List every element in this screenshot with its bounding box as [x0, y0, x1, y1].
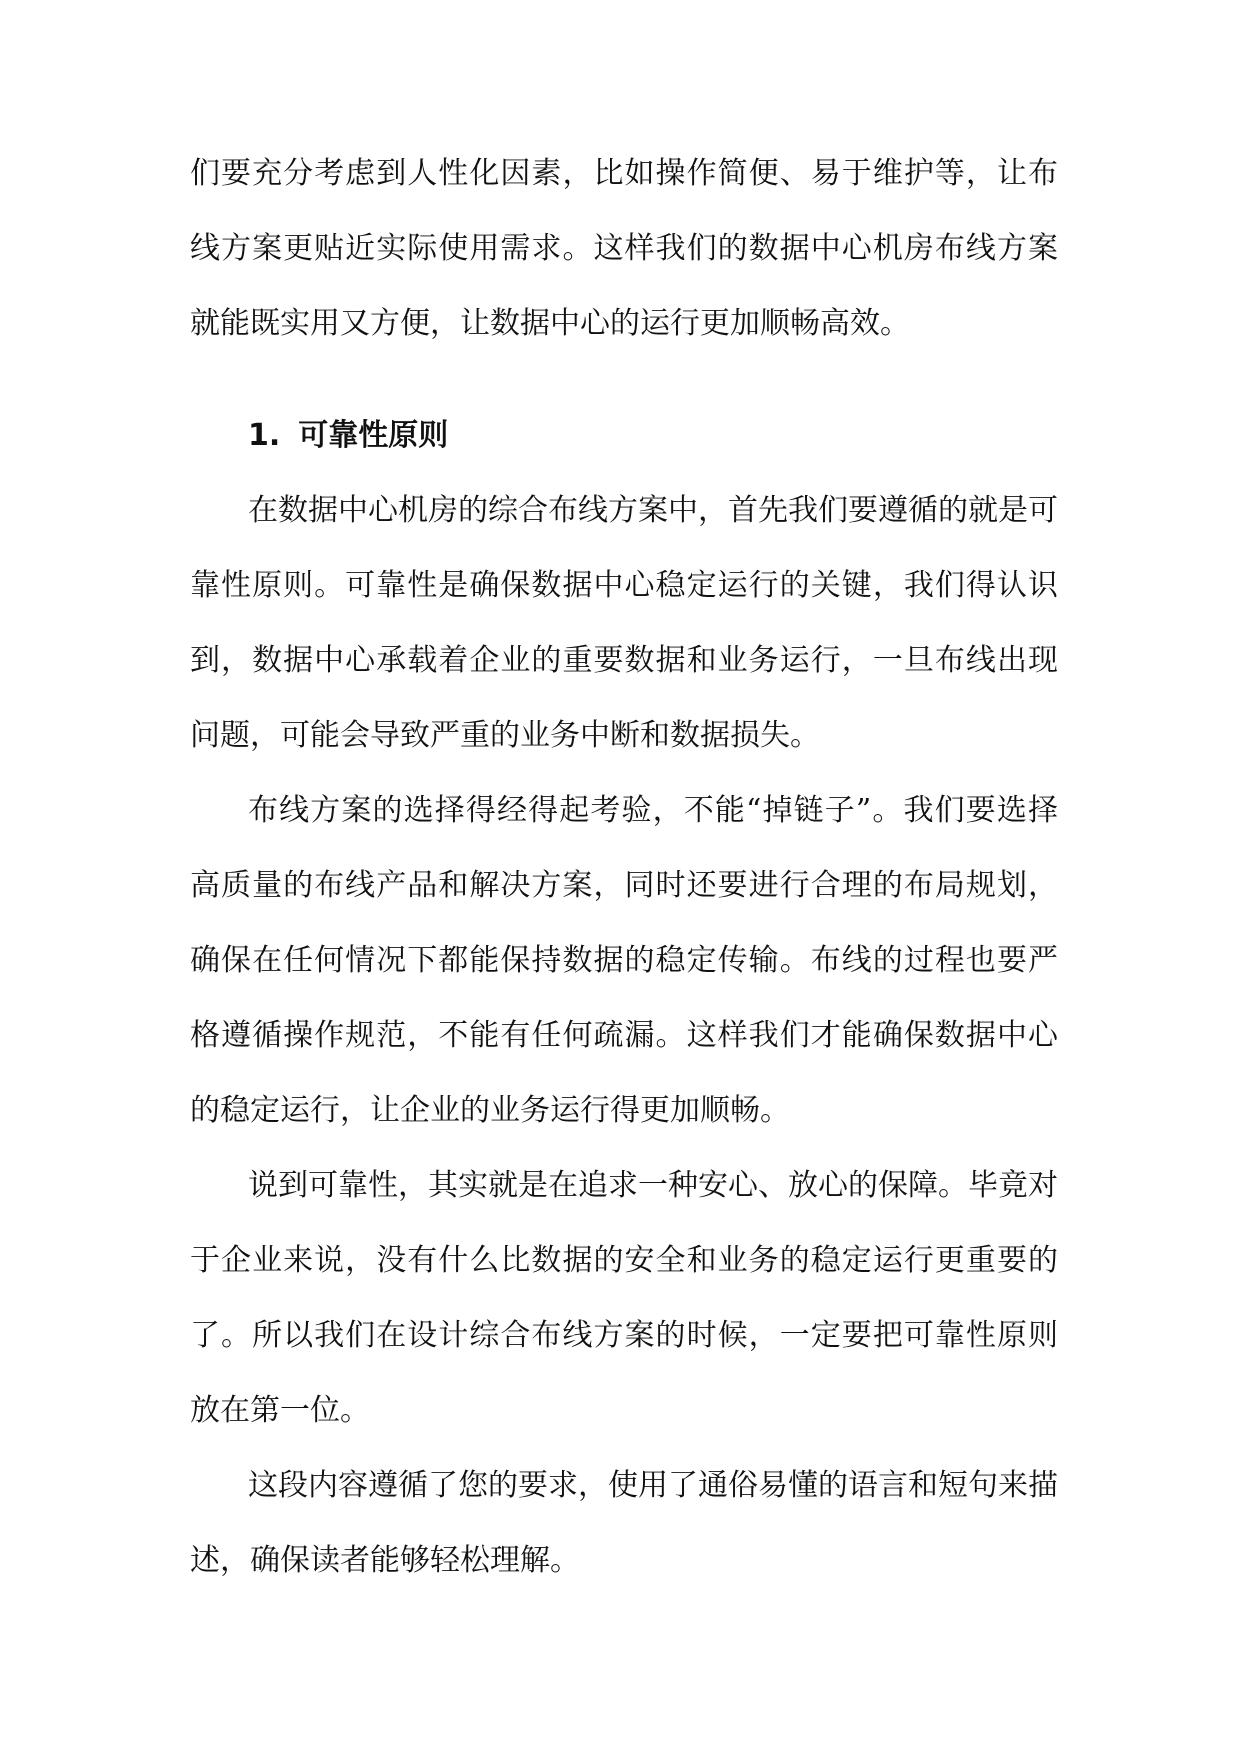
body-paragraph-4: 这段内容遵循了您的要求，使用了通俗易懂的语言和短句来描述，确保读者能够轻松理解。 — [190, 1468, 1058, 1578]
intro-paragraph: 们要充分考虑到人性化因素，比如操作简便、易于维护等，让布线方案更贴近实际使用需求。这样我们的数据中心机房布线方案就能既实用又方便，让数据中心的运行更加顺畅高效。 — [190, 156, 1058, 341]
document-body — [190, 136, 1058, 1598]
body-paragraph-1: 在数据中心机房的综合布线方案中，首先我们要遵循的就是可靠性原则。可靠性是确保数据中心稳定运行的关键，我们得认识到，数据中心承载着企业的重要数据和业务运行，一旦布线出现问题，可能会导致严重的业务中断和数据损失。 — [190, 493, 1058, 753]
section-title: 可靠性原则 — [298, 418, 449, 453]
section-number: 1. — [248, 418, 281, 453]
section-heading — [190, 398, 1058, 473]
body-paragraph-2: 布线方案的选择得经得起考验，不能“掉链子”。我们要选择高质量的布线产品和解决方案，同时还要进行合理的布局规划，确保在任何情况下都能保持数据的稳定传输。布线的过程也要严格遵循操作规范，不能有任何疏漏。这样我们才能确保数据中心的稳定运行，让企业的业务运行得更加顺畅。 — [190, 793, 1058, 1128]
section-spacer — [190, 361, 1058, 398]
body-paragraph-3: 说到可靠性，其实就是在追求一种安心、放心的保障。毕竟对于企业来说，没有什么比数据的安全和业务的稳定运行更重要的了。所以我们在设计综合布线方案的时候，一定要把可靠性原则放在第一位。 — [190, 1168, 1058, 1428]
